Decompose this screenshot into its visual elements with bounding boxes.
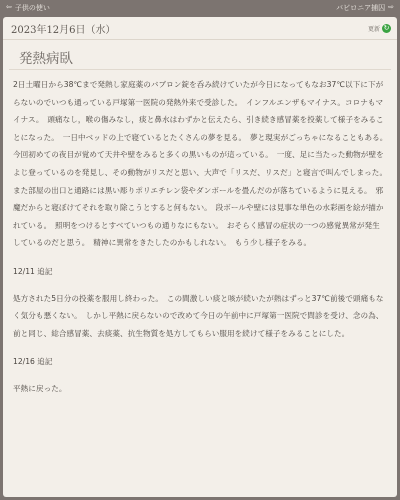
entry-paragraph-1: 2日土曜日から38℃まで発熱し家庭薬のバブロン錠を呑み続けていたが今日になってもなお37℃以下に下がらないのでいつも通っている戸塚第一医院の発熱外来で受診した。 インフルエンザもマイナス。コロナもマイナス。 頭痛なし，喉の傷みなし，痰と鼻水はわずかと伝えたら、引き続き感冒薬を投薬して様子をみることになった。 一日中ベッドの上で寝ているとたくさんの夢を見る。 夢と現実がごっちゃになることもある。 今回初めての夜目が覚めて天井や壁をみると多くの黒いものが這っている。 一度、足に当たった動物が壁をよじ登っているのを発見し、その動物がリスだと思い、大声で「リスだ、リスだ」と寝言で叫んでしまった。 また部屋の出口と通路には黒い彫りポリエチレン袋やダンボールを畳んだのが落ちているように見える。 邪魔だからと寝ぼけてそれを取り除こうとすると何もない。 段ボールや壁には見事な単色の水彩画を絵が描かれている。 照明をつけるとすべていつもの通りなにもない。 おそらく感冒の症状の一つの感覚異常が発生しているのだと思う。 精神に異常をきたしたのかもしれない。 もう少し様子をみる。: [13, 80, 392, 248]
addendum-label-2: 12/16 追記: [13, 357, 53, 367]
arrow-right-icon: ⇨: [388, 3, 394, 11]
entry-date: 2023年12月6日（水）: [11, 24, 116, 36]
refresh-icon: ↻: [383, 23, 390, 32]
next-entry-link[interactable]: [336, 3, 394, 13]
previous-entry-label: 子供の使い: [14, 3, 50, 12]
arrow-left-icon: ⇦: [6, 3, 12, 11]
top-navigation-bar: [0, 0, 400, 15]
entry-paragraph-3: 平熱に戻った。: [13, 383, 67, 393]
addendum-label-1: 12/11 追記: [13, 266, 53, 276]
next-entry-label: バビロニア捕囚: [336, 3, 386, 12]
entry-header: [3, 17, 397, 40]
entry-card: [3, 17, 397, 497]
entry-body: [3, 70, 397, 398]
update-button[interactable]: [368, 24, 391, 33]
entry-title: 発熱病臥: [9, 40, 391, 70]
previous-entry-link[interactable]: [6, 3, 50, 13]
entry-paragraph-2: 処方された5日分の投薬を服用し終わった。 この間激しい痰と咳が続いたが熱はずっと37℃前後で頭痛もなく気分も悪くない。 しかし平熱に戻らないので改めて今日の午前中に戸塚第一医院で問診を受け、念の為、前と同じ、総合感冒薬、去痰薬、抗生物質を処方してもらい服用を続けて様子をみることにした。: [13, 293, 384, 338]
update-label: 更新: [367, 25, 380, 33]
